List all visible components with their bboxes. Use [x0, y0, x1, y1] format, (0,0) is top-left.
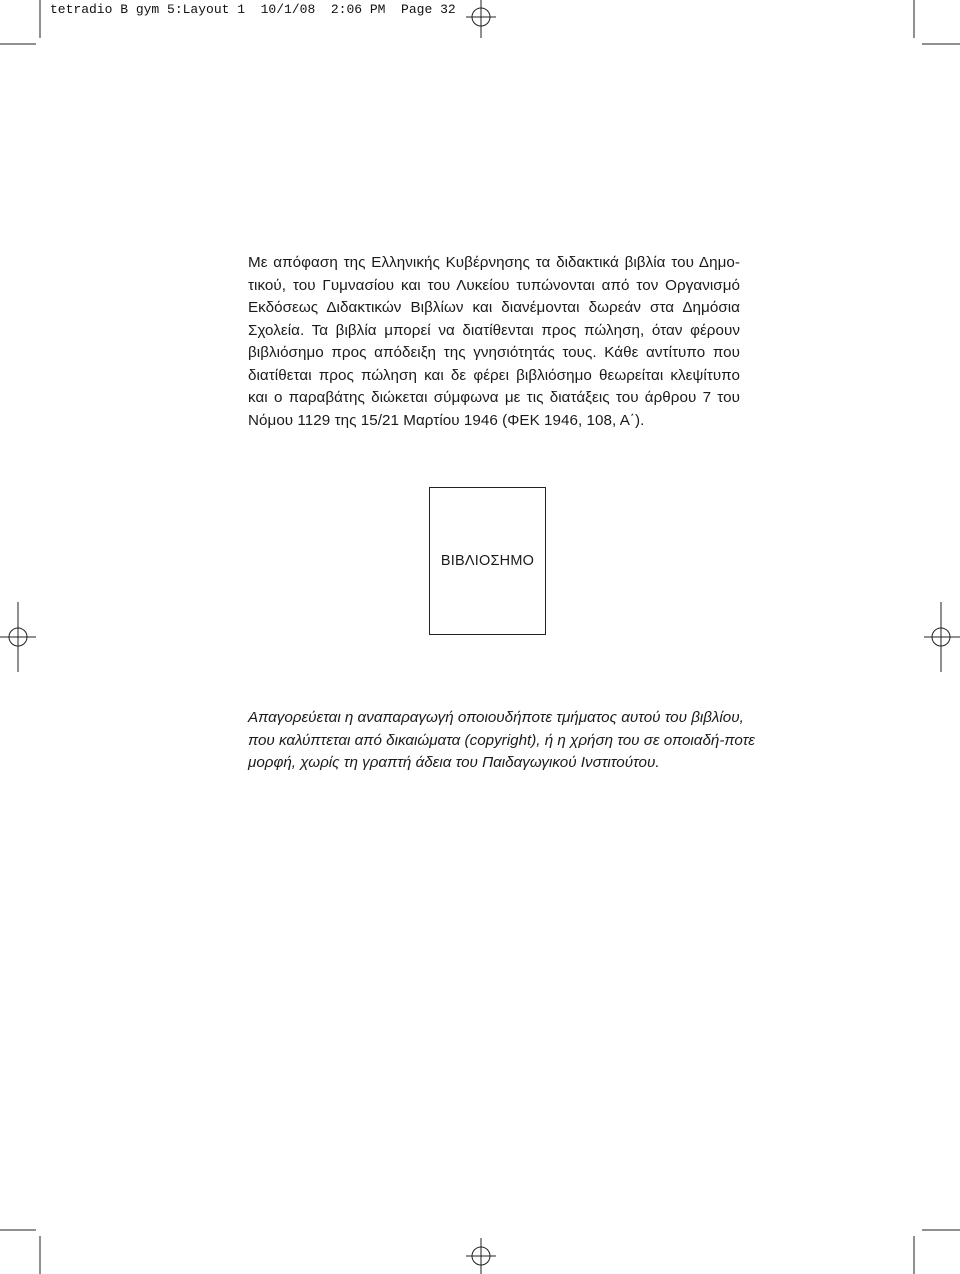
- reproduction-notice: [248, 707, 755, 775]
- paragraph-line: Με απόφαση της Ελληνικής Κυβέρνησης τα διδακτικά βιβλία του Δημο-: [248, 254, 740, 271]
- paragraph-line: Σχολεία. Τα βιβλία μπορεί να διατίθενται προς πώληση, όταν φέρουν: [248, 321, 740, 339]
- paragraph-line: Νόμου 1129 της 15/21 Μαρτίου 1946 (ΦΕΚ 1946, 108, Α΄).: [248, 411, 645, 429]
- paragraph-line: διατίθεται προς πώληση και δε φέρει βιβλιόσημο θεωρείται κλεψίτυπο: [248, 366, 740, 384]
- paragraph-line: βιβλιόσημο προς απόδειξη της γνησιότητάς τους. Κάθε αντίτυπο που: [248, 344, 740, 361]
- registration-mark-top: [466, 0, 496, 38]
- registration-mark-bottom: [466, 1238, 496, 1274]
- print-slug-line: tetradio B gym 5:Layout 1 10/1/08 2:06 PM Page 32: [50, 2, 456, 17]
- paragraph-line: και ο παραβάτης διώκεται σύμφωνα με τις διατάξεις του άρθρου 7 του: [248, 389, 740, 406]
- registration-mark-right: [924, 602, 960, 672]
- paragraph-line: τικού, του Γυμνασίου και του Λυκείου τυπώνονται από τον Οργανισμό: [248, 276, 740, 294]
- copyright-paragraph: [248, 252, 740, 432]
- notice-line: που καλύπτεται από δικαιώματα (copyright), ή η χρήση του σε οποιαδή-ποτε: [248, 731, 755, 749]
- notice-line: Απαγορεύεται η αναπαραγωγή οποιουδήποτε τμήματος αυτού του βιβλίου,: [248, 709, 744, 726]
- registration-mark-left: [0, 602, 36, 672]
- notice-line: μορφή, χωρίς τη γραπτή άδεια του Παιδαγωγικού Ινστιτούτου.: [248, 754, 660, 771]
- book-stamp-box: [429, 487, 546, 635]
- paragraph-line: Εκδόσεως Διδακτικών Βιβλίων και διανέμονται δωρεάν στα Δημόσια: [248, 299, 740, 316]
- book-stamp-label: ΒΙΒΛΙΟΣΗΜΟ: [440, 553, 535, 569]
